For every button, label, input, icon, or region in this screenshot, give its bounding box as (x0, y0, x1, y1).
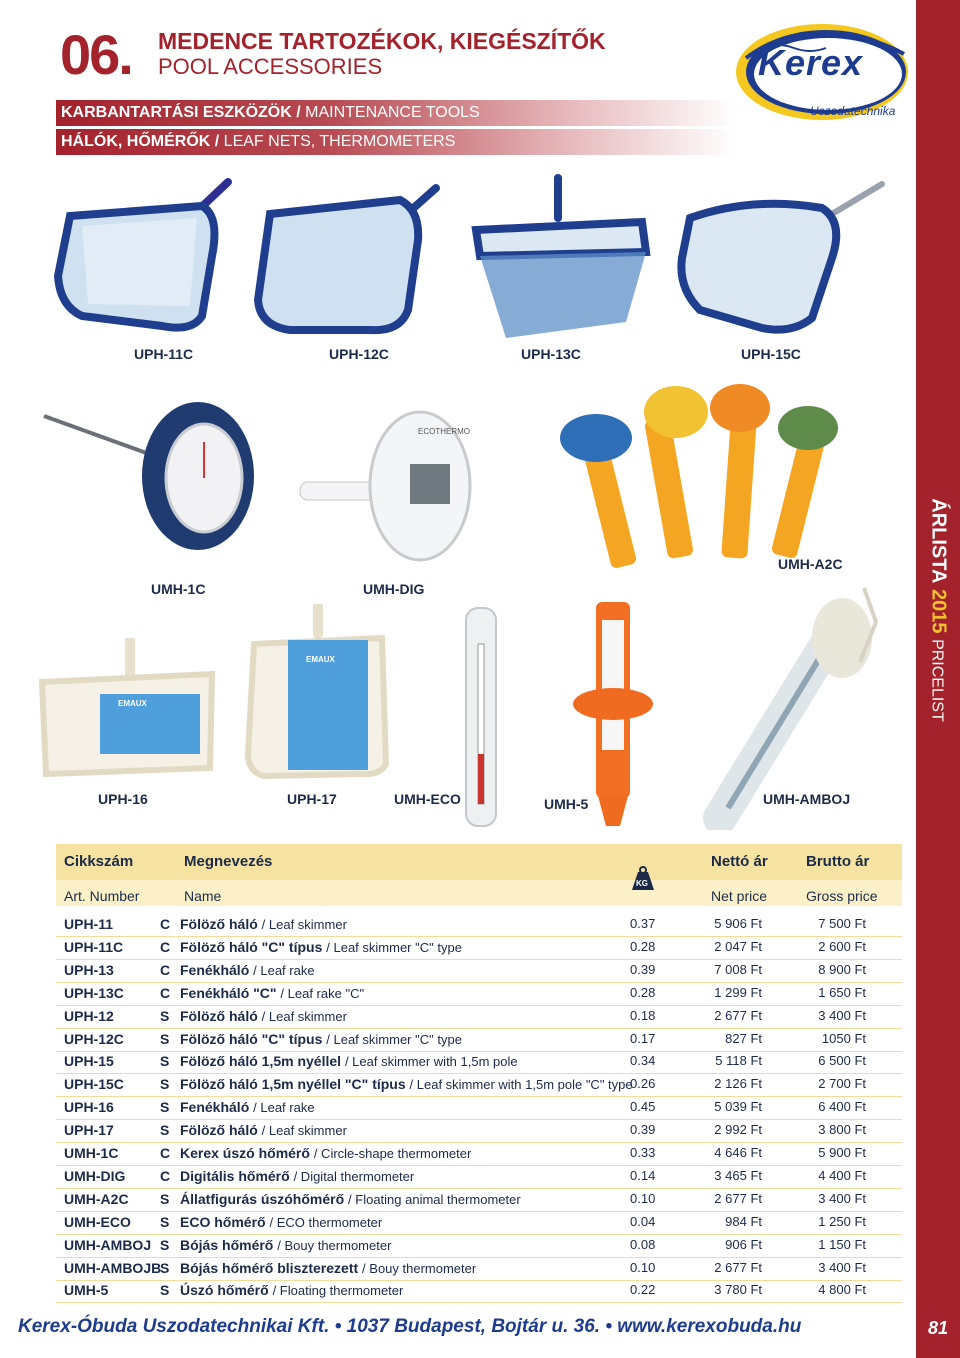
table-cell-art-number: UPH-13C (64, 985, 124, 1001)
table-cell-art-number: UPH-11C (64, 939, 124, 955)
table-cell-weight: 0.28 (630, 985, 656, 1000)
table-cell-name (180, 1145, 471, 1161)
table-cell-net-price: 2 677 Ft (714, 1260, 762, 1275)
product-name-en: / Leaf skimmer (261, 1009, 347, 1024)
product-name-en: / Leaf skimmer "C" type (326, 940, 462, 955)
table-cell-weight: 0.22 (630, 1282, 656, 1297)
table-cell-gross-price: 6 400 Ft (818, 1099, 866, 1114)
page-number: 81 (927, 1318, 949, 1338)
th-gross-hu: Brutto ár (806, 853, 870, 870)
table-cell-net-price: 5 906 Ft (714, 916, 762, 931)
product-name-en: / Leaf rake (253, 963, 315, 978)
product-name-en: / Bouy thermometer (277, 1238, 392, 1253)
product-name-en: / Floating animal thermometer (348, 1192, 521, 1207)
table-cell-art-number: UPH-15 (64, 1053, 114, 1069)
table-cell-class: S (160, 1260, 170, 1276)
table-cell-art-number: UMH-AMBOJ (64, 1237, 152, 1253)
product-name-hu: Fölöző háló "C" típus (180, 939, 323, 955)
th-art-hu: Cikkszám (64, 853, 134, 870)
table-cell-name (180, 1008, 347, 1024)
table-cell-class: S (160, 1053, 170, 1069)
table-cell-weight: 0.39 (630, 962, 656, 977)
table-cell-weight: 0.45 (630, 1099, 656, 1114)
table-cell-gross-price: 3 400 Ft (818, 1191, 866, 1206)
table-row-divider (56, 1165, 902, 1166)
product-name-hu: Fenékháló "C" (180, 985, 277, 1001)
table-cell-class: S (160, 1282, 170, 1298)
table-row-divider (56, 936, 902, 937)
table-cell-name (180, 1237, 391, 1253)
table-cell-name (180, 1076, 633, 1092)
table-cell-art-number: UPH-11 (64, 916, 114, 932)
product-name-hu: Fölöző háló "C" típus (180, 1031, 323, 1047)
chapter-number: 06. (60, 23, 132, 86)
side-label-bold: ÁRLISTA (927, 498, 950, 584)
table-cell-gross-price: 1 150 Ft (818, 1237, 866, 1252)
table-cell-art-number: UPH-15C (64, 1076, 124, 1092)
table-cell-gross-price: 3 400 Ft (818, 1260, 866, 1275)
table-cell-net-price: 1 299 Ft (714, 985, 762, 1000)
table-cell-name (180, 1053, 518, 1069)
footer-company-address: Kerex-Óbuda Uszodatechnikai Kft. • 1037 Budapest, Bojtár u. 36. • www.kerexobuda.hu (18, 1316, 802, 1337)
product-name-en: / Floating thermometer (272, 1283, 404, 1298)
chapter-title-hu: MEDENCE TARTOZÉKOK, KIEGÉSZÍTŐK (158, 28, 606, 54)
table-cell-class: S (160, 1076, 170, 1092)
th-art-en: Art. Number (64, 888, 140, 904)
table-cell-gross-price: 3 400 Ft (818, 1008, 866, 1023)
table-cell-art-number: UPH-16 (64, 1099, 114, 1115)
table-cell-gross-price: 4 400 Ft (818, 1168, 866, 1183)
table-row-divider (56, 1005, 902, 1006)
table-cell-weight: 0.14 (630, 1168, 656, 1183)
table-row-divider (56, 959, 902, 960)
product-name-hu: Digitális hőmérő (180, 1168, 290, 1184)
side-label-thin: PRICELIST (928, 639, 946, 722)
table-cell-class: S (160, 1031, 170, 1047)
table-cell-name (180, 939, 462, 955)
table-cell-class: C (160, 1168, 171, 1184)
circle-thermometer-umh1c-image (38, 398, 258, 568)
table-cell-net-price: 2 992 Ft (714, 1122, 762, 1137)
leaf-rake-uph13c-image (466, 172, 656, 342)
table-row-divider (56, 1028, 902, 1029)
table-cell-art-number: UPH-13 (64, 962, 114, 978)
table-cell-name (180, 1031, 462, 1047)
product-name-hu: Bójás hőmérő (180, 1237, 274, 1253)
caption-uph15c: UPH-15C (741, 346, 801, 362)
product-name-en: / Leaf skimmer (261, 1123, 347, 1138)
table-cell-art-number: UPH-12 (64, 1008, 114, 1024)
table-row-divider (56, 1234, 902, 1235)
th-net-hu: Nettó ár (711, 853, 768, 870)
section-band-nets (56, 129, 736, 155)
table-cell-art-number: UPH-12C (64, 1031, 124, 1047)
product-name-hu: Állatfigurás úszóhőmérő (180, 1191, 345, 1207)
table-cell-weight: 0.34 (630, 1053, 656, 1068)
table-cell-art-number: UMH-A2C (64, 1191, 129, 1207)
product-name-en: / Leaf rake "C" (280, 986, 365, 1001)
table-cell-name (180, 1191, 521, 1207)
table-cell-weight: 0.26 (630, 1076, 656, 1091)
caption-umh5: UMH-5 (544, 796, 589, 812)
uph17-brand-label: EMAUX (306, 655, 335, 664)
table-cell-name (180, 1099, 315, 1115)
table-cell-net-price: 2 047 Ft (714, 939, 762, 954)
table-cell-net-price: 3 780 Ft (714, 1282, 762, 1297)
table-row-divider (56, 1211, 902, 1212)
table-row-divider (56, 1302, 902, 1303)
table-cell-net-price: 906 Ft (725, 1237, 762, 1252)
table-cell-weight: 0.33 (630, 1145, 656, 1160)
table-cell-weight: 0.39 (630, 1122, 656, 1137)
caption-uph16: UPH-16 (98, 791, 148, 807)
table-cell-name (180, 1260, 476, 1276)
leaf-skimmer-uph15c-image (672, 178, 886, 338)
table-cell-art-number: UMH-AMBOJB (64, 1260, 162, 1276)
table-header-bg-top (56, 844, 902, 880)
product-name-en: / Leaf skimmer (261, 917, 347, 932)
section-band-maintenance (56, 100, 736, 126)
caption-umhamboj: UMH-AMBOJ (763, 791, 851, 807)
product-name-hu: Fölöző háló (180, 1008, 258, 1024)
table-cell-weight: 0.37 (630, 916, 656, 931)
table-cell-weight: 0.10 (630, 1260, 656, 1275)
table-row-divider (56, 1257, 902, 1258)
th-name-en: Name (184, 888, 222, 904)
table-row-divider (56, 1096, 902, 1097)
table-cell-weight: 0.08 (630, 1237, 656, 1252)
product-name-en: / Leaf skimmer with 1,5m pole (344, 1054, 518, 1069)
product-name-hu: Kerex úszó hőmérő (180, 1145, 310, 1161)
product-name-hu: Bójás hőmérő bliszterezett (180, 1260, 359, 1276)
caption-uph17: UPH-17 (287, 791, 337, 807)
table-cell-gross-price: 1 650 Ft (818, 985, 866, 1000)
leaf-skimmer-uph12c-image (250, 180, 440, 340)
table-cell-weight: 0.18 (630, 1008, 656, 1023)
caption-uph11c: UPH-11C (134, 346, 194, 362)
table-cell-gross-price: 1 250 Ft (818, 1214, 866, 1229)
band2-en: LEAF NETS, THERMOMETERS (223, 133, 456, 150)
product-name-hu: Fenékháló (180, 962, 250, 978)
th-net-en: Net price (711, 888, 768, 904)
table-cell-weight: 0.17 (630, 1031, 656, 1046)
table-cell-net-price: 2 677 Ft (714, 1191, 762, 1206)
th-name-hu: Megnevezés (184, 853, 273, 870)
table-cell-net-price: 4 646 Ft (714, 1145, 762, 1160)
product-name-en: / Circle-shape thermometer (313, 1146, 472, 1161)
product-name-en: / Leaf skimmer "C" type (326, 1032, 462, 1047)
logo-brand: Kerex (758, 42, 864, 83)
table-cell-net-price: 2 677 Ft (714, 1008, 762, 1023)
table-cell-class: C (160, 985, 171, 1001)
product-name-hu: Fölöző háló (180, 916, 258, 932)
animal-thermometers-umha2c-image (556, 378, 846, 568)
table-cell-gross-price: 4 800 Ft (818, 1282, 866, 1297)
table-cell-gross-price: 1050 Ft (821, 1031, 866, 1046)
product-name-en: / Bouy thermometer (362, 1261, 477, 1276)
caption-umheco: UMH-ECO (394, 791, 461, 807)
table-cell-name (180, 1122, 347, 1138)
table-row-divider (56, 1119, 902, 1120)
table-cell-net-price: 5 118 Ft (715, 1053, 762, 1068)
kg-icon-label: KG (636, 879, 648, 888)
table-cell-class: C (160, 1145, 171, 1161)
table-cell-name (180, 1168, 414, 1184)
weight-kg-icon (630, 866, 656, 892)
chapter-title-en: POOL ACCESSORIES (158, 54, 383, 79)
leaf-skimmer-uph11c-image (52, 176, 242, 336)
table-cell-class: C (160, 916, 171, 932)
table-cell-weight: 0.04 (630, 1214, 656, 1229)
table-cell-gross-price: 5 900 Ft (818, 1145, 866, 1160)
table-row-divider (56, 1188, 902, 1189)
table-row-divider (56, 1280, 902, 1281)
table-cell-gross-price: 7 500 Ft (818, 916, 866, 931)
table-cell-weight: 0.28 (630, 939, 656, 954)
product-name-en: / Leaf rake (253, 1100, 315, 1115)
digital-thermometer-umhdig-image (296, 404, 472, 568)
table-cell-art-number: UMH-5 (64, 1282, 109, 1298)
caption-uph12c: UPH-12C (329, 346, 389, 362)
product-name-hu: Fölöző háló 1,5m nyéllel (180, 1053, 342, 1069)
table-cell-class: S (160, 1237, 170, 1253)
table-cell-gross-price: 6 500 Ft (818, 1053, 866, 1068)
table-cell-art-number: UMH-1C (64, 1145, 119, 1161)
leaf-skimmer-uph17-image (240, 604, 396, 780)
table-cell-net-price: 3 465 Ft (714, 1168, 762, 1183)
digital-brand-label: ECOTHERMO (418, 427, 470, 436)
table-cell-net-price: 827 Ft (725, 1031, 762, 1046)
caption-umha2c: UMH-A2C (778, 556, 843, 572)
table-cell-name (180, 1214, 382, 1230)
table-cell-class: C (160, 962, 171, 978)
table-cell-class: S (160, 1008, 170, 1024)
side-label-year: 2015 (927, 589, 950, 634)
th-gross-en: Gross price (806, 888, 878, 904)
table-cell-net-price: 7 008 Ft (714, 962, 762, 977)
table-row-divider (56, 1073, 902, 1074)
table-cell-name (180, 916, 347, 932)
caption-umhdig: UMH-DIG (363, 581, 425, 597)
table-cell-gross-price: 2 700 Ft (818, 1076, 866, 1091)
table-cell-class: S (160, 1214, 170, 1230)
table-cell-gross-price: 8 900 Ft (818, 962, 866, 977)
table-cell-gross-price: 2 600 Ft (818, 939, 866, 954)
product-name-hu: Fölöző háló 1,5m nyéllel "C" típus (180, 1076, 406, 1092)
table-row-divider (56, 982, 902, 983)
table-cell-class: S (160, 1099, 170, 1115)
table-cell-net-price: 5 039 Ft (714, 1099, 762, 1114)
leaf-rake-uph16-image (34, 638, 220, 778)
product-name-en: / Digital thermometer (293, 1169, 415, 1184)
product-name-en: / Leaf skimmer with 1,5m pole "C" type (409, 1077, 633, 1092)
product-name-hu: ECO hőmérő (180, 1214, 266, 1230)
product-name-hu: Fölöző háló (180, 1122, 258, 1138)
side-label (918, 500, 958, 720)
table-row-divider (56, 1051, 902, 1052)
table-cell-art-number: UMH-DIG (64, 1168, 126, 1184)
table-cell-net-price: 984 Ft (725, 1214, 762, 1229)
table-cell-gross-price: 3 800 Ft (818, 1122, 866, 1137)
caption-umh1c: UMH-1C (151, 581, 206, 597)
product-name-en: / ECO thermometer (269, 1215, 383, 1230)
table-cell-art-number: UMH-ECO (64, 1214, 131, 1230)
table-cell-weight: 0.10 (630, 1191, 656, 1206)
table-cell-name (180, 962, 315, 978)
table-cell-name (180, 1282, 403, 1298)
uph16-brand-label: EMAUX (118, 699, 147, 708)
band1-hu: KARBANTARTÁSI ESZKÖZÖK / (61, 104, 301, 121)
caption-uph13c: UPH-13C (521, 346, 581, 362)
product-name-hu: Fenékháló (180, 1099, 250, 1115)
band2-hu: HÁLÓK, HŐMÉRŐK / (61, 133, 220, 150)
table-row-divider (56, 1142, 902, 1143)
table-cell-net-price: 2 126 Ft (714, 1076, 762, 1091)
product-name-hu: Úszó hőmérő (180, 1282, 269, 1298)
table-cell-name (180, 985, 364, 1001)
table-cell-art-number: UPH-17 (64, 1122, 114, 1138)
band1-en: MAINTENANCE TOOLS (305, 104, 480, 121)
table-cell-class: S (160, 1122, 170, 1138)
table-cell-class: S (160, 1191, 170, 1207)
table-cell-class: C (160, 939, 171, 955)
logo-subtitle: Uszodatechnika (810, 104, 896, 118)
